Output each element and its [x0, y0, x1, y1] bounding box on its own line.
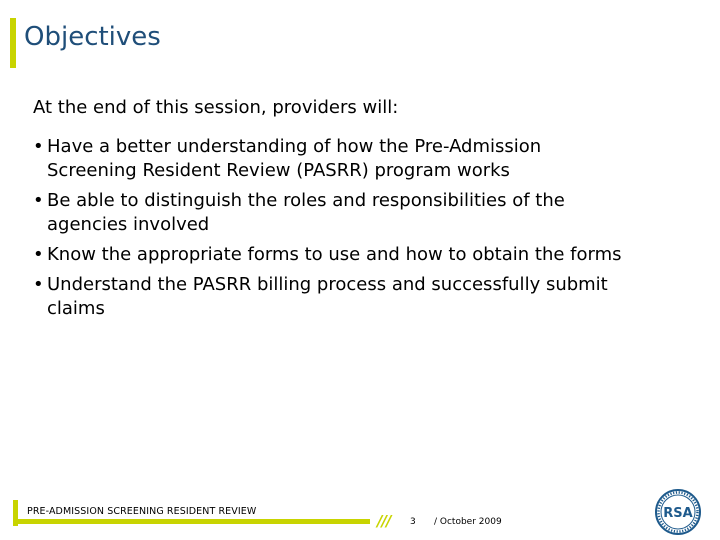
title-accent-bar [10, 18, 16, 68]
bullet-icon: • [33, 190, 44, 211]
footer-slashes: /// [377, 512, 391, 530]
bullet-icon: • [33, 274, 44, 295]
list-item [33, 135, 633, 183]
objectives-list [33, 135, 633, 327]
list-item [33, 273, 633, 321]
list-item [33, 189, 633, 237]
list-item [33, 243, 633, 267]
bullet-icon: • [33, 244, 44, 265]
bullet-text: Understand the PASRR billing process and successfully submit claims [47, 274, 608, 319]
bullet-text: Have a better understanding of how the Pre-Admission Screening Resident Review (PASRR) program works [47, 136, 542, 181]
footer-label: PRE-ADMISSION SCREENING RESIDENT REVIEW [27, 506, 257, 517]
footer-date: / October 2009 [434, 517, 502, 527]
slide-title: Objectives [24, 22, 161, 52]
footer-accent-line [18, 519, 370, 524]
bullet-text: Be able to distinguish the roles and responsibilities of the agencies involved [47, 190, 565, 235]
bullet-text: Know the appropriate forms to use and how to obtain the forms [47, 244, 622, 265]
intro-text: At the end of this session, providers will: [33, 97, 399, 118]
page-number: 3 [410, 517, 416, 527]
seal-logo-icon [654, 488, 702, 536]
logo-text: RSA [663, 506, 693, 521]
bullet-icon: • [33, 136, 44, 157]
